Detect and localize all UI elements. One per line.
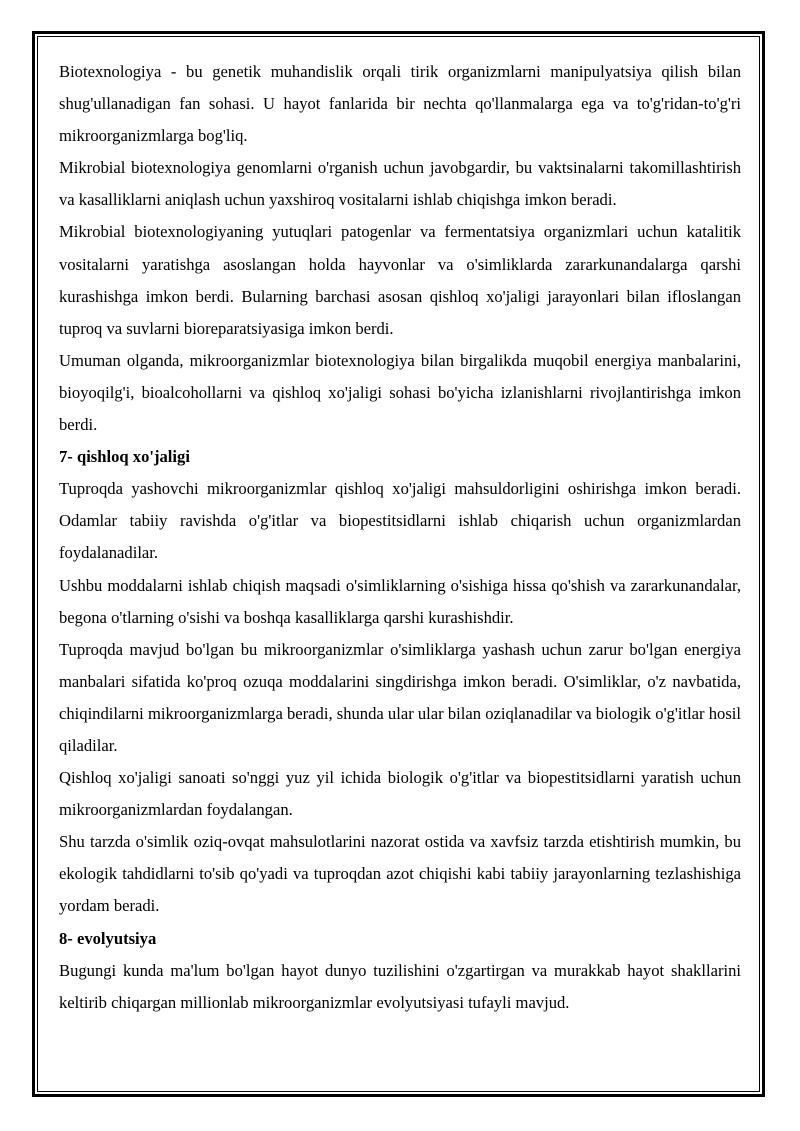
paragraph: Ushbu moddalarni ishlab chiqish maqsadi o'simliklarning o'sishiga hissa qo'shish va zararkunandalar, begona o'tlarning o'sishi va boshqa kasalliklarga qarshi kurashishdir. (59, 575, 741, 627)
paragraph: Qishloq xo'jaligi sanoati so'nggi yuz yil ichida biologik o'g'itlar va biopestitsidlarni yaratish uchun mikroorganizmlardan foydalangan. (59, 768, 741, 820)
paragraph: Tuproqda mavjud bo'lgan bu mikroorganizmlar o'simliklarga yashash uchun zarur bo'lgan energiya manbalari sifatida ko'proq ozuqa moddalarini singdirishga imkon beradi. O'simliklar, o'z navbatida, chiqindilarni mikroorganizmlarga beradi, shunda ular ular bilan oziqlanadilar va biologik o'g'itlar hosil qiladilar. (59, 639, 741, 755)
paragraph: Shu tarzda o'simlik oziq-ovqat mahsulotlarini nazorat ostida va xavfsiz tarzda etishtirish mumkin, bu ekologik tahdidlarni to'sib qo'yadi va tuproqdan azot chiqishi kabi tabiiy jarayonlarning tezlashishiga yordam beradi. (59, 832, 741, 916)
paragraph: Umuman olganda, mikroorganizmlar biotexnologiya bilan birgalikda muqobil energiya manbalarini, bioyoqilg'i, bioalcohollarni va qishloq xo'jaligi sohasi bo'yicha izlanishlarni rivojlantirishga imkon berdi. (59, 350, 741, 435)
section-heading: 7- qishloq xo'jaligi (59, 447, 190, 467)
paragraph: Bugungi kunda ma'lum bo'lgan hayot dunyo tuzilishini o'zgartirgan va murakkab hayot shakllarini keltirib chiqargan millionlab mikroorganizmlar evolyutsiyasi tufayli mavjud. (59, 960, 741, 1012)
document-body (59, 56, 741, 1019)
paragraph: Mikrobial biotexnologiya genomlarni o'rganish uchun javobgardir, bu vaktsinalarni takomillashtirish va kasalliklarni aniqlash uchun yaxshiroq vositalarni ishlab chiqishga imkon beradi. (59, 158, 741, 210)
paragraph: Biotexnologiya - bu genetik muhandislik orqali tirik organizmlarni manipulyatsiya qilish bilan shug'ullanadigan fan sohasi. U hayot fanlarida bir nechta qo'llanmalarga ega va to'g'ridan-to'g'ri mikroorganizmlarga bog'liq. (59, 62, 741, 146)
section-heading: 8- evolyutsiya (59, 928, 157, 948)
paragraph: Mikrobial biotexnologiyaning yutuqlari patogenlar va fermentatsiya organizmlari uchun katalitik vositalarni yaratishga asoslangan holda hayvonlar va o'simliklarda zararkunandalarga qarshi kurashishga imkon berdi. Bularning barchasi asosan qishloq xo'jaligi jarayonlari bilan ifloslangan tuproq va suvlarni bioreparatsiyasiga imkon berdi. (59, 222, 741, 338)
paragraph: Tuproqda yashovchi mikroorganizmlar qishloq xo'jaligi mahsuldorligini oshirishga imkon beradi. Odamlar tabiiy ravishda o'g'itlar va biopestitsidlarni ishlab chiqarish uchun organizmlardan foydalanadilar. (59, 479, 741, 563)
